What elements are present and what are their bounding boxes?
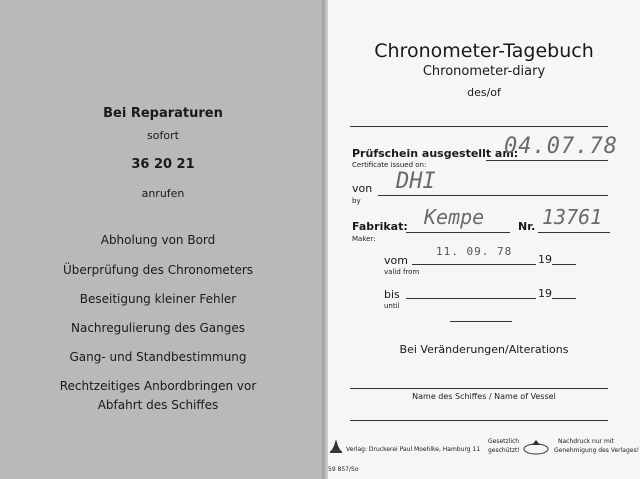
- year-line-1: [552, 264, 576, 265]
- von-label: von: [352, 182, 373, 195]
- publisher-text: Verlag: Druckerei Paul Moehlke, Hamburg 11: [346, 446, 481, 453]
- alterations-heading: Bei Veränderungen/Alterations: [399, 343, 569, 356]
- cert-date-value: 04.07.78: [504, 134, 618, 159]
- nr-label: Nr.: [518, 220, 536, 233]
- cert-label: Prüfschein ausgestellt am:: [352, 147, 519, 160]
- bis-line: [406, 298, 536, 299]
- until-label: until: [384, 302, 400, 310]
- fabrikat-value: Kempe: [424, 205, 485, 229]
- divider-line: [450, 321, 512, 322]
- year-line-2: [552, 298, 576, 299]
- publisher-logo-icon: [328, 437, 344, 455]
- owner-line: [350, 126, 608, 127]
- page-title: Chronometer-Tagebuch: [374, 40, 594, 62]
- fabrikat-label: Fabrikat:: [352, 220, 408, 233]
- vessel-line: [350, 388, 608, 389]
- reprint-text-2: Genehmigung des Verlages!: [554, 447, 639, 454]
- fabrikat-line: [406, 232, 510, 233]
- von-line: [378, 195, 608, 196]
- maker-label: Maker:: [352, 235, 376, 243]
- service-item: Nachregulierung des Ganges: [70, 321, 245, 335]
- service-item: Abfahrt des Schiffes: [97, 398, 219, 412]
- right-page: [328, 0, 640, 479]
- valid-from-label: valid from: [384, 268, 420, 276]
- protected-text-2: geschützt!: [488, 447, 520, 454]
- trademark-logo-icon: [522, 438, 550, 456]
- repair-sofort: sofort: [147, 129, 179, 142]
- reprint-text-1: Nachdruck nur mit: [558, 438, 614, 445]
- bis-label: bis: [384, 288, 400, 301]
- service-item: Abholung von Bord: [100, 233, 216, 247]
- service-item: Überprüfung des Chronometers: [62, 263, 254, 277]
- vom-line: [412, 264, 536, 265]
- year-prefix-1: 19: [538, 253, 552, 266]
- vessel-label: Name des Schiffes / Name of Vessel: [412, 392, 556, 401]
- vom-value: 11. 09. 78: [436, 245, 513, 258]
- protected-text-1: Gesetzlich: [488, 438, 520, 445]
- repair-anrufen: anrufen: [141, 187, 185, 200]
- by-label: by: [352, 197, 361, 205]
- vom-label: vom: [384, 254, 408, 267]
- extra-line: [350, 420, 608, 421]
- page-subtitle: Chronometer-diary: [422, 64, 546, 79]
- service-item: Gang- und Standbestimmung: [69, 350, 247, 364]
- nr-line: [538, 232, 610, 233]
- des-of-label: des/of: [467, 86, 501, 99]
- form-code: 59 857/So: [328, 466, 359, 473]
- cert-label-en: Certificate issued on:: [352, 161, 427, 169]
- service-item: Rechtzeitiges Anbordbringen vor: [59, 379, 257, 393]
- repair-heading: Bei Reparaturen: [103, 106, 223, 121]
- von-value: DHI: [396, 169, 436, 194]
- cert-date-line: [486, 160, 608, 161]
- year-prefix-2: 19: [538, 287, 552, 300]
- service-item: Beseitigung kleiner Fehler: [79, 292, 237, 306]
- phone-number: 36 20 21: [131, 157, 195, 172]
- nr-value: 13761: [542, 205, 603, 229]
